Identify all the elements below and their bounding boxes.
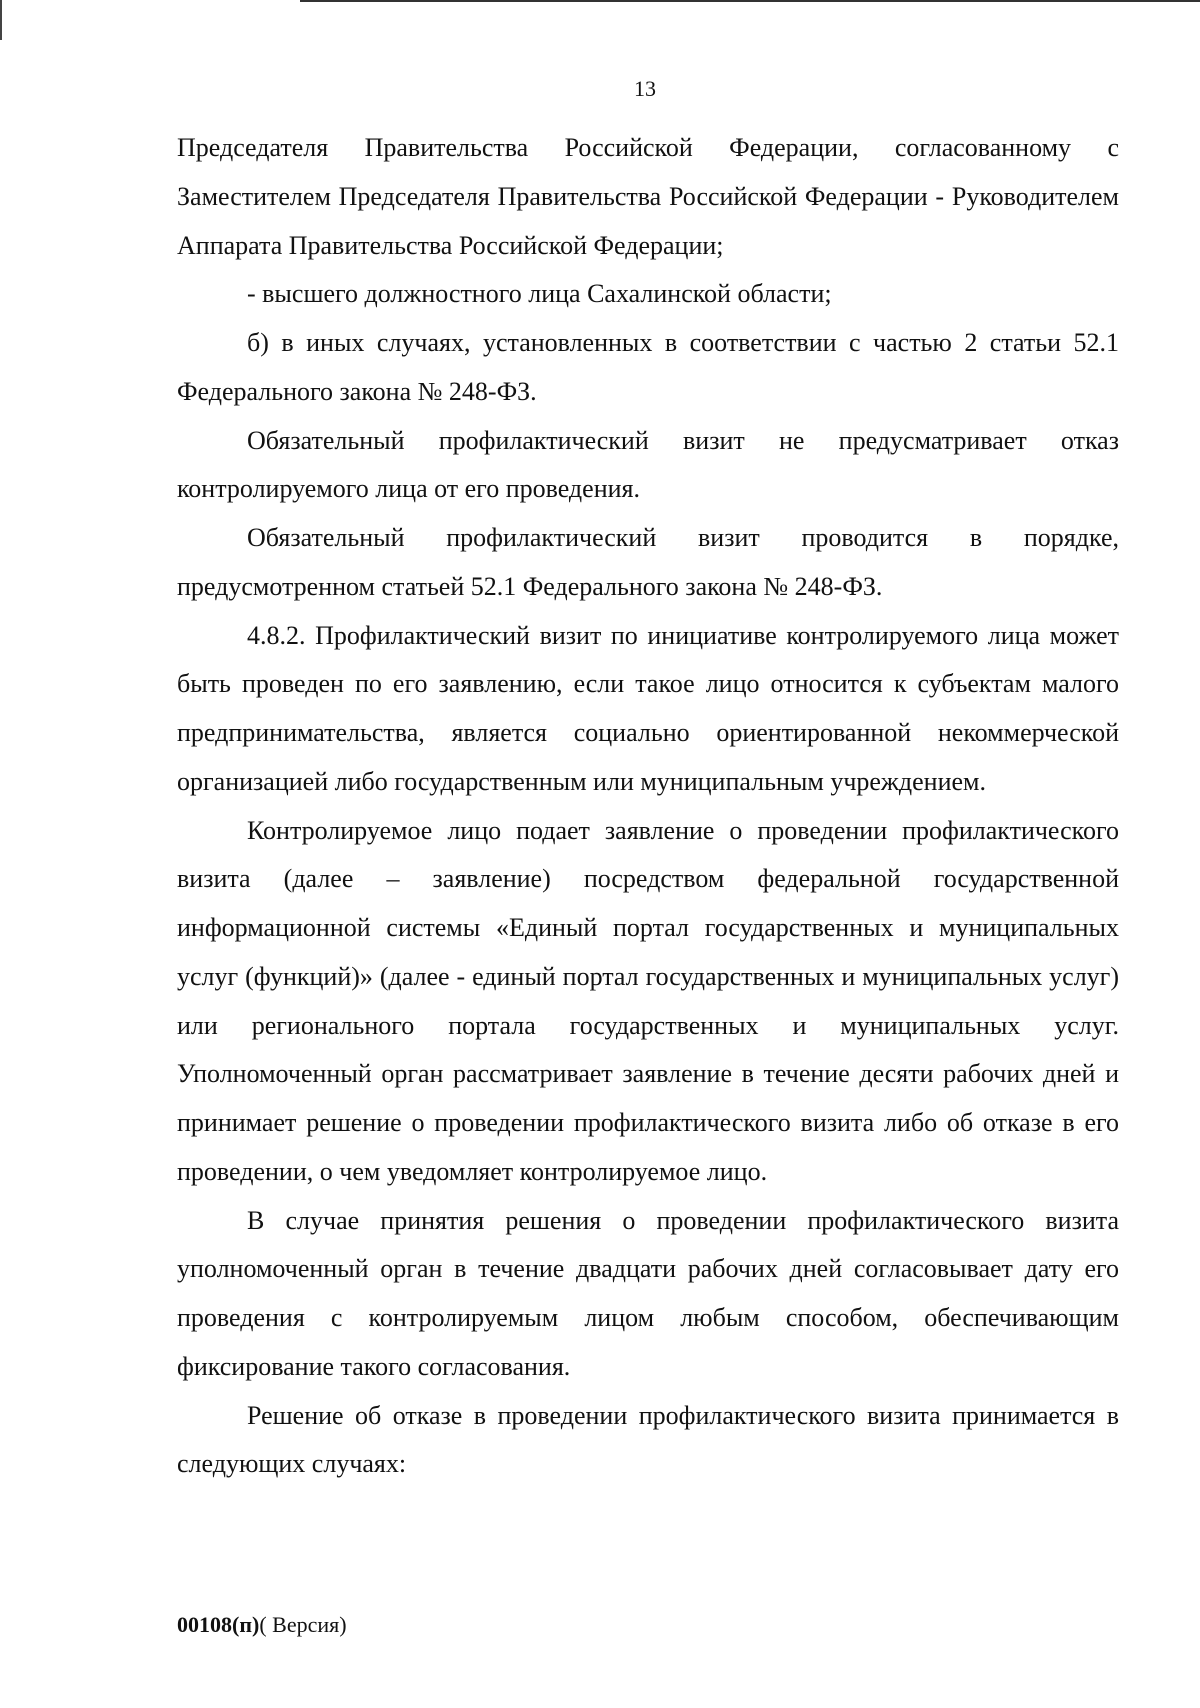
document-version: ( Версия)	[259, 1612, 347, 1637]
document-body	[177, 124, 1119, 1489]
document-footer	[177, 1612, 347, 1638]
paragraph-4-8-2: 4.8.2. Профилактический визит по инициативе контролируемого лица может быть проведен по его заявлению, если такое лицо относится к субъектам малого предпринимательства, является социально ориентированной некоммерческой организацией либо государственным или муниципальным учреждением.	[177, 620, 1119, 796]
scan-edge-top	[300, 0, 1200, 2]
document-code: 00108(п)	[177, 1612, 260, 1637]
paragraph-official: - высшего должностного лица Сахалинской области;	[247, 279, 832, 309]
paragraph-no-refusal: Обязательный профилактический визит не предусматривает отказ контролируемого лица от его проведения.	[177, 425, 1119, 504]
paragraph-date-agreement: В случае принятия решения о проведении профилактического визита уполномоченный орган в течение двадцати рабочих дней согласовывает дату его проведения с контролируемым лицом любым способом, обеспечивающим фиксирование такого согласования.	[177, 1205, 1119, 1381]
scan-edge-left	[0, 0, 2, 40]
page-number: 13	[634, 76, 656, 101]
paragraph-approval: Председателя Правительства Российской Федерации, согласованному с Заместителем Председателя Правительства Российской Федерации - Руководителем Аппарата Правительства Российской Федерации;	[177, 133, 1119, 260]
paragraph-application: Контролируемое лицо подает заявление о проведении профилактического визита (далее – заявление) посредством федеральной государственной информационной системы «Единый портал государственных и муниципальных услуг (функций)» (далее - единый портал государственных и муниципальных услуг) или регионального портала государственных и муниципальных услуг. Уполномоченный орган рассматривает заявление в течение десяти рабочих дней и принимает решение о проведении профилактического визита либо об отказе в его проведении, о чем уведомляет контролируемое лицо.	[177, 815, 1119, 1186]
paragraph-refusal-cases: Решение об отказе в проведении профилактического визита принимается в следующих случаях:	[177, 1400, 1119, 1479]
paragraph-other-cases: б) в иных случаях, установленных в соответствии с частью 2 статьи 52.1 Федерального закона № 248-ФЗ.	[177, 328, 1119, 406]
paragraph-procedure: Обязательный профилактический визит проводится в порядке, предусмотренном статьей 52.1 Федерального закона № 248-ФЗ.	[177, 523, 1119, 601]
